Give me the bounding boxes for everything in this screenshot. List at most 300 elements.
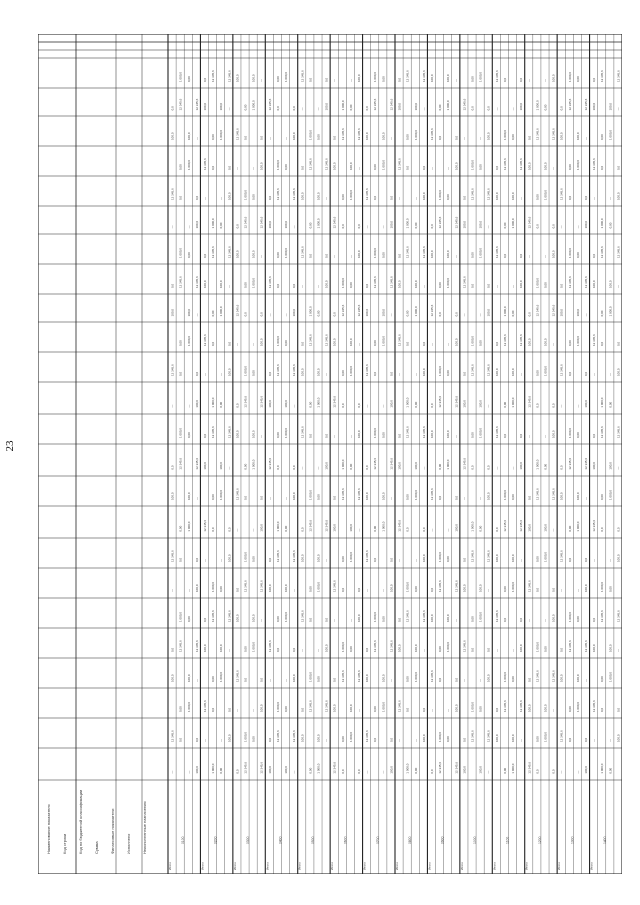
table-cell-text: 100,0 — [543, 338, 548, 346]
table-cell-text: 0,0 — [365, 647, 370, 652]
table-cell-text: 100,0 — [519, 462, 524, 470]
table-cell-text: 0,0 — [227, 341, 232, 346]
table-cell-text: 12 345,6 — [421, 70, 426, 82]
group-status: Итого — [297, 862, 302, 870]
table-cell-text: 12 345,6 — [275, 188, 280, 200]
table-cell-text: 100,0 — [316, 192, 321, 200]
table-cell-text: 0,0 — [292, 283, 297, 288]
table-cell-text: 100,0 — [219, 644, 224, 652]
table-cell-text: 100,0 — [324, 644, 329, 652]
table-cell-text: 12 345,6 — [405, 70, 410, 82]
table-cell-text: 100,0 — [527, 162, 532, 170]
table-cell-text: — — [478, 679, 483, 682]
table-cell-text: 12 345,6 — [494, 610, 499, 622]
table-cell-text: 12 345,6 — [259, 580, 264, 592]
table-cell-text: 0,0 — [389, 371, 394, 376]
table-cell-text: 0,0 — [519, 77, 524, 82]
table-cell-text: 12 345,6 — [227, 246, 232, 258]
table-cell-text: 0,0 — [194, 737, 199, 742]
table-cell-text: — — [486, 770, 491, 774]
table-cell-text: 100,0 — [559, 674, 564, 682]
table-cell-text: 100,0 — [608, 102, 613, 111]
table-cell-text: 1 000,0 — [243, 731, 248, 742]
table-cell-text: 0,0 — [202, 617, 207, 622]
table-cell-text: 1 000,0 — [502, 306, 507, 317]
table-cell-text: 100,0 — [421, 368, 426, 376]
table-cell-text: 12 345,6 — [308, 158, 313, 170]
table-cell-text: 0,00 — [575, 252, 580, 258]
table-cell-text: 1 000,0 — [348, 189, 353, 200]
table-cell-text: 12 345,6 — [357, 128, 362, 140]
table-cell-text: — — [381, 589, 386, 592]
table-cell-text: 12 345,6 — [194, 640, 199, 652]
table-cell-text: 12 345,6 — [502, 700, 507, 712]
table-cell-text: 100,0 — [527, 704, 532, 712]
table-cell-text: — — [478, 137, 483, 140]
table-cell-text: 0,00 — [575, 616, 580, 622]
table-cell-text: 100,0 — [365, 674, 370, 682]
table-cell-text: 0,0 — [194, 371, 199, 376]
table-cell-text: — — [494, 649, 499, 652]
table-cell-text: 0,0 — [551, 403, 556, 408]
table-cell-text: 0,00 — [405, 494, 410, 500]
table-cell-text: 12 345,6 — [324, 334, 329, 346]
table-cell-text: 100,0 — [292, 492, 297, 500]
table-cell-text: 100,0 — [381, 308, 386, 317]
table-cell-text: 0,0 — [332, 677, 337, 682]
table-cell-text: 12 345,6 — [592, 700, 597, 712]
table-cell-text: — — [543, 79, 548, 82]
table-cell-text: 100,0 — [559, 132, 564, 140]
table-cell-text: 100,0 — [267, 400, 272, 408]
table-cell-text: 12 345,6 — [551, 670, 556, 682]
table-cell-text: 1 000,0 — [567, 427, 572, 438]
table-cell-text: 12 345,6 — [559, 188, 564, 200]
table-cell-text: 0,0 — [600, 341, 605, 346]
table-cell-text: 0,0 — [438, 312, 443, 317]
group-status: Итого — [330, 862, 335, 870]
table-cell-text: 0,0 — [357, 769, 362, 774]
table-cell-text: 0,0 — [397, 433, 402, 438]
table-cell-text: 12 345,6 — [332, 580, 337, 592]
table-cell-text: 100,0 — [584, 584, 589, 592]
table-cell-text: 1 000,0 — [373, 71, 378, 82]
table-cell-text: 0,0 — [332, 312, 337, 317]
table-cell-text: 0,00 — [211, 676, 216, 682]
table-cell-text: — — [454, 619, 459, 622]
table-cell-text: — — [511, 107, 516, 111]
table-cell-text: 0,00 — [373, 164, 378, 170]
table-cell-text: 1 000,0 — [405, 763, 410, 774]
group-code: 0800 — [408, 836, 413, 844]
table-cell-text: 12 345,6 — [373, 457, 378, 470]
table-cell-text: 0,0 — [357, 403, 362, 408]
table-cell-text: 100,0 — [259, 338, 264, 346]
table-cell-text: 12 345,6 — [462, 276, 467, 288]
table-cell-text: — — [575, 225, 580, 229]
table-cell-text: 1 000,0 — [438, 731, 443, 742]
table-cell-text: 1 000,0 — [178, 611, 183, 622]
table-cell-text: 12 345,6 — [211, 70, 216, 82]
table-cell-text: 100,0 — [251, 614, 256, 622]
table-cell-text: 0,00 — [211, 134, 216, 140]
table-cell-text: 0,0 — [243, 677, 248, 682]
table-cell-text: 100,0 — [194, 584, 199, 592]
table-cell-text: — — [429, 709, 434, 712]
table-cell-text: 0,0 — [502, 617, 507, 622]
table-cell-text: 1 000,0 — [251, 641, 256, 652]
table-cell-text: — — [608, 373, 613, 376]
table-cell-text: 0,0 — [567, 371, 572, 376]
table-cell-text: — — [365, 770, 370, 774]
table-cell-text: 12 345,6 — [600, 610, 605, 622]
table-cell-text: 0,0 — [494, 165, 499, 170]
table-cell-text: — — [559, 589, 564, 592]
table-cell-text: — — [462, 497, 467, 500]
table-cell-text: 0,00 — [446, 194, 451, 200]
table-cell-text: — — [357, 528, 362, 532]
rotated-table-sheet — [38, 34, 622, 874]
table-cell-text: — — [381, 770, 386, 774]
table-cell-text: 1 000,0 — [446, 641, 451, 652]
group-code: 1000 — [473, 836, 478, 844]
table-cell-text: 1 000,0 — [373, 611, 378, 622]
table-cell-text: 0,00 — [308, 401, 313, 408]
table-cell-text: 0,00 — [316, 134, 321, 140]
table-cell-text: 0,00 — [243, 282, 248, 288]
table-cell-text: 0,00 — [600, 310, 605, 317]
table-cell-text: — — [348, 255, 353, 258]
table-cell-text: 100,0 — [332, 704, 337, 712]
table-cell-text: 0,0 — [567, 557, 572, 562]
table-cell-text: 1 000,0 — [243, 551, 248, 562]
table-cell-text: 12 345,6 — [300, 426, 305, 438]
table-cell-text: 1 000,0 — [413, 489, 418, 500]
table-cell-text: 1 000,0 — [543, 731, 548, 742]
table-cell-text: 0,00 — [340, 194, 345, 200]
table-cell-text: — — [478, 497, 483, 500]
table-cell-text: 12 345,6 — [308, 519, 313, 532]
table-cell-text: — — [235, 343, 240, 346]
table-cell-text: — — [219, 559, 224, 562]
table-cell-text: 0,00 — [211, 494, 216, 500]
table-cell-text: 0,00 — [251, 370, 256, 376]
table-cell-text: 100,0 — [519, 280, 524, 288]
table-cell-text: 100,0 — [446, 430, 451, 438]
table-cell-text: 0,0 — [429, 224, 434, 229]
table-cell-text: 0,0 — [397, 77, 402, 82]
table-cell-text: 12 345,6 — [421, 610, 426, 622]
table-cell-text: 0,0 — [275, 647, 280, 652]
table-cell-text: 100,0 — [519, 102, 524, 111]
table-cell-text: 0,0 — [259, 677, 264, 682]
table-cell-text: 12 345,6 — [567, 98, 572, 111]
table-cell-text: 100,0 — [235, 250, 240, 258]
table-cell-text: 0,0 — [551, 769, 556, 774]
table-cell-text: 1 000,0 — [275, 521, 280, 532]
table-cell-text: 12 345,6 — [454, 761, 459, 774]
table-cell-text: 0,0 — [259, 495, 264, 500]
table-cell-text: 1 000,0 — [413, 306, 418, 317]
table-cell-text: — — [462, 679, 467, 682]
table-cell-text: — — [348, 619, 353, 622]
table-cell-text: — — [251, 167, 256, 170]
table-cell-text: 100,0 — [170, 132, 175, 140]
table-cell-text: 1 000,0 — [600, 218, 605, 229]
table-cell-text: — — [494, 107, 499, 111]
table-cell-text: 100,0 — [202, 644, 207, 652]
table-cell-text: 12 345,6 — [389, 276, 394, 288]
table-cell-text: 12 345,6 — [235, 488, 240, 500]
table-cell-text: 12 345,6 — [178, 457, 183, 470]
table-cell-text: 100,0 — [511, 554, 516, 562]
table-cell-text: 1 000,0 — [575, 701, 580, 712]
table-cell-text: — — [194, 313, 199, 317]
table-cell-text: — — [584, 137, 589, 140]
table-cell-text: 0,0 — [170, 647, 175, 652]
table-cell-text: 12 345,6 — [365, 364, 370, 376]
table-cell-text: — — [616, 649, 621, 652]
table-cell-text: 0,0 — [462, 737, 467, 742]
table-cell-text: 12 345,6 — [397, 158, 402, 170]
table-cell-text: — — [300, 649, 305, 652]
table-cell-text: 0,0 — [373, 371, 378, 376]
table-cell-text: 1 000,0 — [438, 365, 443, 376]
table-cell-text: 12 345,6 — [462, 457, 467, 470]
table-cell-text: 100,0 — [348, 338, 353, 346]
table-cell-text: 12 345,6 — [397, 519, 402, 532]
table-cell-text: 1 000,0 — [340, 641, 345, 652]
table-cell-text: — — [421, 649, 426, 652]
table-cell-text: — — [486, 404, 491, 408]
table-cell-text: 12 345,6 — [243, 761, 248, 774]
table-cell-text: 0,0 — [438, 677, 443, 682]
table-cell-text: 100,0 — [227, 554, 232, 562]
table-cell-text: 100,0 — [170, 308, 175, 317]
table-cell-text: 0,0 — [592, 433, 597, 438]
table-cell-text: 1 000,0 — [178, 71, 183, 82]
table-cell-text: 0,00 — [348, 463, 353, 470]
table-cell-text: 100,0 — [259, 704, 264, 712]
table-cell-text: 12 345,6 — [559, 550, 564, 562]
table-cell-text: — — [592, 739, 597, 742]
table-cell-text: 100,0 — [559, 308, 564, 317]
table-cell-text: 0,00 — [478, 340, 483, 346]
table-cell-text: 0,0 — [592, 617, 597, 622]
table-cell-text: 0,0 — [405, 341, 410, 346]
table-cell-text: 100,0 — [551, 74, 556, 82]
table-cell-text: 0,0 — [600, 527, 605, 532]
table-cell-text: 12 345,6 — [202, 334, 207, 346]
table-cell-text: — — [494, 285, 499, 288]
table-cell-text: 12 345,6 — [275, 364, 280, 376]
table-cell-text: — — [219, 373, 224, 376]
table-cell-text: 12 345,6 — [535, 488, 540, 500]
table-cell-text: — — [551, 167, 556, 170]
table-cell-text: 100,0 — [478, 220, 483, 229]
table-cell-text: 12 345,6 — [470, 188, 475, 200]
table-cell-text: 100,0 — [527, 524, 532, 532]
table-cell-text: 0,0 — [275, 283, 280, 288]
table-cell-text: — — [527, 435, 532, 438]
table-cell-text: 0,0 — [421, 527, 426, 532]
table-cell-text: 12 345,6 — [194, 276, 199, 288]
table-cell-text: 0,0 — [170, 465, 175, 470]
table-cell-text: — — [284, 137, 289, 140]
table-cell-text: 1 000,0 — [470, 335, 475, 346]
table-cell-text: 12 345,6 — [600, 246, 605, 258]
table-cell-text: — — [575, 589, 580, 592]
table-cell-text: 12 345,6 — [527, 395, 532, 408]
table-cell-text: 0,0 — [170, 106, 175, 111]
table-cell-text: — — [202, 197, 207, 200]
table-cell-text: 100,0 — [462, 766, 467, 774]
table-cell-text: 0,00 — [470, 432, 475, 438]
table-cell-text: 100,0 — [324, 462, 329, 470]
table-cell-text: 0,0 — [429, 403, 434, 408]
table-cell-text: 0,00 — [348, 646, 353, 652]
table-cell-text: 0,0 — [340, 403, 345, 408]
table-cell-text: 0,00 — [575, 432, 580, 438]
table-cell-text: 1 000,0 — [373, 427, 378, 438]
table-cell-text: 100,0 — [389, 220, 394, 229]
table-cell-text: 0,0 — [470, 647, 475, 652]
group-status: Итого — [232, 862, 237, 870]
table-cell-text: 1 000,0 — [502, 129, 507, 140]
table-cell-text: — — [194, 137, 199, 140]
table-cell-text: 12 345,6 — [470, 364, 475, 376]
table-cell-text: 12 345,6 — [567, 640, 572, 652]
table-cell-text: 0,00 — [219, 586, 224, 592]
table-cell-text: 12 345,6 — [592, 519, 597, 532]
table-cell-text: 0,0 — [227, 527, 232, 532]
table-cell-text: 100,0 — [519, 644, 524, 652]
table-cell-text: 12 345,6 — [308, 334, 313, 346]
table-cell-text: 0,0 — [202, 253, 207, 258]
table-cell-text: 0,00 — [543, 646, 548, 652]
table-cell-text: 12 345,6 — [211, 610, 216, 622]
table-cell-text: 1 000,0 — [186, 335, 191, 346]
table-cell-text: 100,0 — [332, 338, 337, 346]
table-cell-text: 100,0 — [429, 250, 434, 258]
table-cell-text: 12 345,6 — [454, 216, 459, 229]
table-cell-text: 100,0 — [559, 492, 564, 500]
table-cell-text: 12 345,6 — [227, 426, 232, 438]
table-cell-text: — — [259, 255, 264, 258]
table-cell-text: 1 000,0 — [446, 459, 451, 470]
table-cell-text: 1 000,0 — [284, 71, 289, 82]
table-cell-text: 100,0 — [616, 554, 621, 562]
table-cell-text: 0,0 — [332, 135, 337, 140]
table-cell-text: — — [324, 739, 329, 742]
table-cell-text: 1 000,0 — [600, 581, 605, 592]
table-cell-text: 0,0 — [454, 135, 459, 140]
table-cell-text: 0,00 — [511, 134, 516, 140]
table-cell-text: — — [592, 373, 597, 376]
table-cell-text: 0,00 — [470, 76, 475, 82]
table-cell-text: 12 345,6 — [324, 700, 329, 712]
table-cell-text: 12 345,6 — [486, 550, 491, 562]
table-cell-text: 0,0 — [527, 495, 532, 500]
table-cell-text: — — [235, 528, 240, 532]
table-cell-text: 1 000,0 — [316, 218, 321, 229]
table-cell-text: 0,0 — [308, 77, 313, 82]
table-cell-text: 1 000,0 — [243, 365, 248, 376]
table-cell-text: 100,0 — [357, 74, 362, 82]
table-cell-text: 12 345,6 — [202, 700, 207, 712]
table-cell-text: 100,0 — [316, 368, 321, 376]
table-cell-text: 0,0 — [519, 253, 524, 258]
table-cell-text: — — [324, 197, 329, 200]
table-cell-text: 0,0 — [486, 283, 491, 288]
table-cell-text: 0,0 — [429, 587, 434, 592]
table-cell-text: 1 000,0 — [275, 701, 280, 712]
table-cell-text: 1 000,0 — [470, 701, 475, 712]
table-cell-text: 1 000,0 — [575, 521, 580, 532]
table-cell-text: — — [202, 739, 207, 742]
table-cell-text: — — [413, 197, 418, 200]
table-cell-text: 12 345,6 — [502, 334, 507, 346]
table-cell-text: 100,0 — [421, 554, 426, 562]
table-cell-text: 0,0 — [438, 135, 443, 140]
table-cell-text: 100,0 — [348, 524, 353, 532]
table-cell-text: 12 345,6 — [486, 364, 491, 376]
table-cell-text: 0,0 — [462, 557, 467, 562]
group-status: Итого — [589, 862, 594, 870]
table-cell-text: 100,0 — [462, 400, 467, 408]
table-cell-text: 1 000,0 — [543, 365, 548, 376]
table-cell-text: 12 345,6 — [292, 188, 297, 200]
table-cell-text: 0,0 — [235, 403, 240, 408]
table-cell-text: — — [397, 197, 402, 200]
table-cell-text: 0,0 — [502, 77, 507, 82]
table-cell-text: — — [519, 197, 524, 200]
table-cell-text: 100,0 — [300, 554, 305, 562]
table-cell-text: 12 345,6 — [170, 550, 175, 562]
table-cell-text: 0,0 — [243, 495, 248, 500]
table-cell-text: 0,0 — [494, 707, 499, 712]
table-cell-text: 0,0 — [365, 106, 370, 111]
page-number: 23 — [4, 440, 16, 452]
table-cell-text: 0,0 — [292, 647, 297, 652]
table-cell-text: — — [527, 619, 532, 622]
table-cell-text: 100,0 — [584, 766, 589, 774]
table-cell-text: 12 345,6 — [584, 457, 589, 470]
table-cell-text: 100,0 — [324, 280, 329, 288]
table-cell-text: 0,0 — [567, 195, 572, 200]
table-cell-text: 0,0 — [170, 283, 175, 288]
table-cell-text: 12 345,6 — [340, 304, 345, 317]
table-cell-text: 100,0 — [219, 280, 224, 288]
table-cell-text: 1 000,0 — [608, 129, 613, 140]
table-cell-text: 12 345,6 — [300, 70, 305, 82]
table-cell-text: 12 345,6 — [429, 304, 434, 317]
table-cell-text: 12 345,6 — [494, 426, 499, 438]
table-cell-text: 12 345,6 — [535, 304, 540, 317]
table-cell-text: 0,00 — [502, 401, 507, 408]
table-cell-text: 0,0 — [324, 77, 329, 82]
table-cell-text: 0,00 — [608, 401, 613, 408]
table-cell-text: 0,00 — [478, 706, 483, 712]
header-label: Финансовые показатели — [110, 808, 115, 854]
table-cell-text: 0,0 — [519, 617, 524, 622]
table-cell-text: 0,00 — [446, 370, 451, 376]
table-cell-text: 1 000,0 — [275, 335, 280, 346]
table-cell-text: — — [357, 167, 362, 170]
table-cell-text: 0,00 — [219, 222, 224, 229]
table-cell-text: 12 345,6 — [194, 457, 199, 470]
table-cell-text: — — [357, 709, 362, 712]
